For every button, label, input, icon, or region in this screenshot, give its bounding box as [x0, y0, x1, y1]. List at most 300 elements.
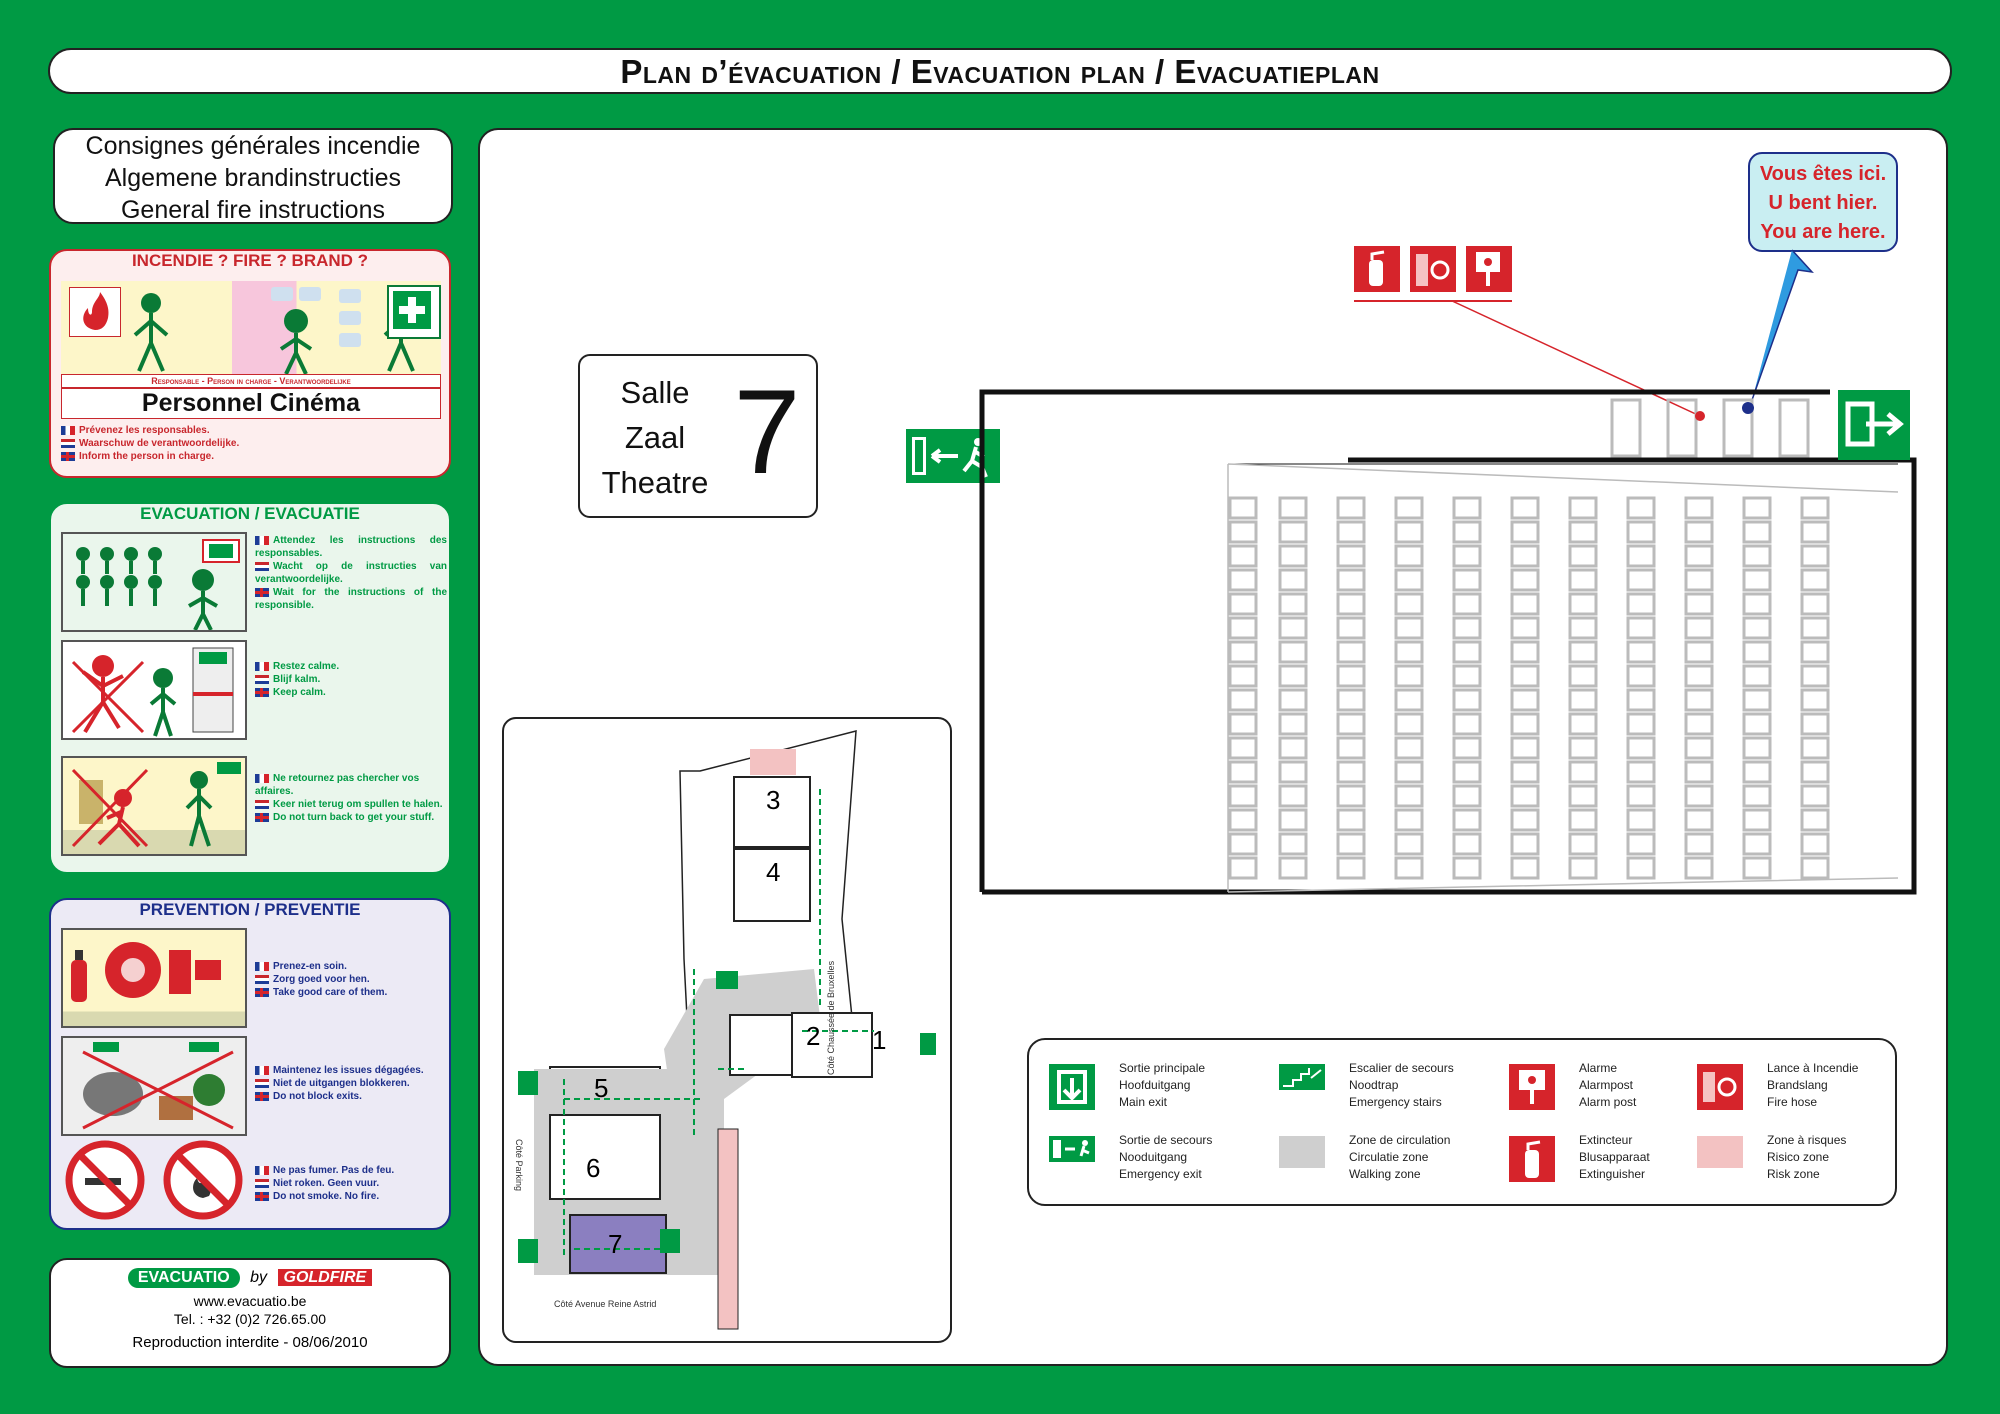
fire-panel [49, 249, 451, 478]
seat [1230, 666, 1256, 686]
seat [1802, 642, 1828, 662]
seat [1744, 522, 1770, 542]
seat [1338, 834, 1364, 854]
seat [1338, 522, 1364, 542]
legend-label: Sortie de secours Nooduitgang Emergency exit [1119, 1133, 1213, 1181]
seat [1338, 666, 1364, 686]
flag-fr-icon [255, 774, 269, 783]
seat [1744, 642, 1770, 662]
seat [1230, 642, 1256, 662]
seat [1512, 714, 1538, 734]
you-are-here-nl: U bent hier. [1768, 192, 1878, 214]
seat [1686, 810, 1712, 830]
prev-block1-en: Take good care of them. [273, 987, 388, 998]
seat [1338, 546, 1364, 566]
flag-fr-icon [255, 1066, 269, 1075]
room-label [578, 354, 818, 518]
evac-block3-nl: Keer niet terug om spullen te halen. [273, 799, 443, 810]
seat [1802, 546, 1828, 566]
no-smoking-icon [63, 1140, 249, 1220]
evac-block2-fr: Restez calme. [273, 661, 340, 672]
seat [1570, 810, 1596, 830]
fire-line-nl: Waarschuw de verantwoordelijke. [79, 438, 240, 449]
room-6-outline [550, 1115, 660, 1199]
seat [1396, 690, 1422, 710]
evacuatio-logo: EVACUATIO [128, 1268, 240, 1288]
seat [1396, 738, 1422, 758]
seat [1570, 858, 1596, 878]
flag-uk-icon [255, 813, 269, 822]
seat [1230, 546, 1256, 566]
seat [1628, 546, 1654, 566]
flag-nl-icon [61, 439, 75, 448]
seat [1512, 690, 1538, 710]
seat [1396, 570, 1422, 590]
seat [1686, 498, 1712, 518]
prev-block2-en: Do not block exits. [273, 1091, 362, 1102]
seat [1230, 618, 1256, 638]
seat [1802, 738, 1828, 758]
evac-block1-nl: Wacht op de instructies van verantwoordelijke. [255, 561, 447, 585]
seat [1570, 642, 1596, 662]
seat [1280, 786, 1306, 806]
side-right-label: Côté Chaussée de Bruxelles [826, 960, 836, 1075]
seat [1512, 522, 1538, 542]
flag-nl-icon [255, 975, 269, 984]
seat [1744, 666, 1770, 686]
seat [1338, 690, 1364, 710]
seat [1280, 666, 1306, 686]
responsible-label: Responsable - Person in charge - Verantwoordelijke [61, 374, 441, 388]
seat [1396, 714, 1422, 734]
fire-hose-icon [1697, 1064, 1743, 1115]
seat [1396, 762, 1422, 782]
seat [1230, 522, 1256, 542]
seat [1570, 570, 1596, 590]
seat [1280, 834, 1306, 854]
evac-block2-text [255, 660, 447, 699]
you-are-here-en: You are here. [1760, 221, 1886, 243]
seat [1454, 834, 1480, 854]
extinguisher-icon [1509, 1136, 1555, 1187]
prev-block3-nl: Niet roken. Geen vuur. [273, 1178, 380, 1189]
seat [1230, 690, 1256, 710]
seat [1512, 498, 1538, 518]
seat [1570, 546, 1596, 566]
seat [1512, 594, 1538, 614]
building-overview [502, 717, 952, 1343]
seat [1628, 786, 1654, 806]
seat [1454, 594, 1480, 614]
fire-hose-icon [1410, 246, 1456, 292]
seat [1512, 810, 1538, 830]
seat [1686, 738, 1712, 758]
seat [1744, 618, 1770, 638]
seat [1280, 690, 1306, 710]
seat [1338, 570, 1364, 590]
seat [1230, 570, 1256, 590]
seat [1570, 834, 1596, 854]
seated-audience-picture [61, 532, 247, 632]
flame-icon [69, 287, 121, 337]
seat [1628, 834, 1654, 854]
flag-nl-icon [255, 1179, 269, 1188]
flag-uk-icon [255, 688, 269, 697]
room-name-fr: Salle [620, 375, 690, 410]
seat [1570, 618, 1596, 638]
seat [1512, 738, 1538, 758]
seat [1454, 498, 1480, 518]
seat [1686, 522, 1712, 542]
prevention-panel-header: PREVENTION / PREVENTIE [139, 900, 361, 919]
blocked-exit-picture [61, 1036, 247, 1136]
seat [1802, 858, 1828, 878]
legend-label: Zone à risques Risico zone Risk zone [1767, 1133, 1847, 1181]
seat [1454, 618, 1480, 638]
flag-nl-icon [255, 562, 269, 571]
flag-nl-icon [255, 800, 269, 809]
seat [1570, 786, 1596, 806]
prevention-panel [49, 898, 451, 1230]
seat [1230, 786, 1256, 806]
flag-fr-icon [255, 1166, 269, 1175]
seat [1512, 546, 1538, 566]
side-left-label: Côté Parking [514, 1139, 524, 1192]
prev-block1-nl: Zorg goed voor hen. [273, 974, 370, 985]
seat [1396, 546, 1422, 566]
legend-label: Zone de circulation Circulatie zone Walking zone [1349, 1133, 1451, 1181]
seat [1628, 594, 1654, 614]
seat [1280, 522, 1306, 542]
evac-block1-fr: Attendez les instructions des responsables. [255, 535, 447, 559]
seat [1744, 858, 1770, 878]
flag-uk-icon [255, 1092, 269, 1101]
legend [1027, 1038, 1897, 1206]
seat [1802, 570, 1828, 590]
flag-fr-icon [61, 426, 75, 435]
equipment-group [1352, 244, 1516, 306]
prev-block3-en: Do not smoke. No fire. [273, 1191, 380, 1202]
title-bar [48, 48, 1952, 94]
prev-block2-nl: Niet de uitgangen blokkeren. [273, 1078, 410, 1089]
seat [1686, 858, 1712, 878]
keep-calm-picture [61, 640, 247, 740]
risk-zone-icon [1697, 1136, 1743, 1173]
seat [1686, 762, 1712, 782]
seat [1230, 738, 1256, 758]
seat [1628, 498, 1654, 518]
seat [1396, 666, 1422, 686]
seat [1280, 762, 1306, 782]
seat [1454, 738, 1480, 758]
seat [1570, 762, 1596, 782]
seat [1512, 666, 1538, 686]
prev-block3-fr: Ne pas fumer. Pas de feu. [273, 1165, 395, 1176]
seat [1454, 666, 1480, 686]
seat [1396, 618, 1422, 638]
seat [1512, 642, 1538, 662]
prev-block2-fr: Maintenez les issues dégagées. [273, 1065, 424, 1076]
seat [1512, 834, 1538, 854]
legend-label: Alarme Alarmpost Alarm post [1579, 1061, 1637, 1109]
side-bottom-label: Côté Avenue Reine Astrid [554, 1299, 657, 1309]
seat [1230, 714, 1256, 734]
consignes-fr: Consignes générales incendie [85, 132, 421, 160]
seat [1744, 786, 1770, 806]
evacuation-panel [49, 502, 451, 874]
footer-box [49, 1258, 451, 1368]
goldfire-logo: GOLDFIRE [278, 1269, 373, 1286]
seat [1230, 762, 1256, 782]
seat [1628, 642, 1654, 662]
seat [1628, 666, 1654, 686]
seat [1454, 810, 1480, 830]
seat [1570, 666, 1596, 686]
flag-fr-icon [255, 662, 269, 671]
seat [1338, 642, 1364, 662]
fire-panel-header: INCENDIE ? FIRE ? BRAND ? [131, 251, 369, 270]
seat [1802, 522, 1828, 542]
seat [1744, 714, 1770, 734]
seat [1454, 786, 1480, 806]
flag-fr-icon [255, 962, 269, 971]
seat [1686, 618, 1712, 638]
fire-line-fr: Prévenez les responsables. [79, 425, 210, 436]
seat [1628, 690, 1654, 710]
seat [1628, 762, 1654, 782]
room-number: 7 [733, 365, 801, 499]
seat [1744, 834, 1770, 854]
seat [1686, 714, 1712, 734]
seat [1570, 714, 1596, 734]
seat [1454, 570, 1480, 590]
evac-block1-en: Wait for the instructions of the responsible. [255, 587, 447, 611]
seat [1454, 690, 1480, 710]
reproduction-notice: Reproduction interdite - 08/06/2010 [132, 1334, 368, 1351]
seat [1570, 594, 1596, 614]
seat [1628, 738, 1654, 758]
top-corridor-seats [1612, 400, 1808, 456]
seat [1230, 858, 1256, 878]
flag-uk-icon [255, 988, 269, 997]
seat [1802, 714, 1828, 734]
seat [1628, 858, 1654, 878]
seat [1686, 786, 1712, 806]
seat [1744, 690, 1770, 710]
seat [1396, 642, 1422, 662]
person-in-charge: Personnel Cinéma [61, 388, 441, 419]
seat [1280, 594, 1306, 614]
seat [1686, 690, 1712, 710]
seat [1338, 594, 1364, 614]
seat [1230, 834, 1256, 854]
flag-fr-icon [255, 536, 269, 545]
seating [1230, 498, 1828, 878]
seat [1628, 714, 1654, 734]
seat [1802, 834, 1828, 854]
seat [1280, 570, 1306, 590]
by-text: by [250, 1269, 268, 1286]
prev-block1-fr: Prenez-en soin. [273, 961, 347, 972]
alarm-post-icon [1509, 1064, 1555, 1115]
seat [1686, 834, 1712, 854]
emergency-exit-icon [1049, 1136, 1095, 1167]
you-are-here-fr: Vous êtes ici. [1759, 163, 1887, 185]
emergency-stairs-icon [1279, 1064, 1325, 1095]
seat [1396, 522, 1422, 542]
flag-uk-icon [61, 452, 75, 461]
mini-room-2: 2 [806, 1021, 821, 1051]
seat [1744, 810, 1770, 830]
mini-room-4: 4 [766, 857, 781, 887]
seat [1512, 762, 1538, 782]
seat [1628, 570, 1654, 590]
seat [1230, 498, 1256, 518]
fire-equipment-picture [61, 928, 247, 1028]
flag-nl-icon [255, 1079, 269, 1088]
flag-nl-icon [255, 675, 269, 684]
seat [1628, 522, 1654, 542]
extinguisher-icon [1354, 246, 1400, 292]
seat [1628, 810, 1654, 830]
seat [1454, 714, 1480, 734]
seat [1396, 786, 1422, 806]
seat [1686, 570, 1712, 590]
you-are-here-marker [1742, 402, 1754, 414]
seat [1280, 714, 1306, 734]
consignes-nl: Algemene brandinstructies [105, 164, 401, 192]
seat [1744, 570, 1770, 590]
seat [1802, 762, 1828, 782]
seat [1570, 522, 1596, 542]
evac-block2-en: Keep calm. [273, 687, 326, 698]
room-name-en: Theatre [601, 465, 709, 500]
evac-block3-en: Do not turn back to get your stuff. [273, 812, 435, 823]
prev-block3-text [255, 1164, 447, 1203]
room-name [580, 370, 730, 505]
main-exit-sign-icon [1838, 390, 1910, 460]
seat [1570, 738, 1596, 758]
general-instructions-box [53, 128, 453, 224]
seat [1454, 546, 1480, 566]
seat [1338, 858, 1364, 878]
legend-label: Escalier de secours Noodtrap Emergency stairs [1349, 1061, 1454, 1109]
seat [1280, 546, 1306, 566]
seat [1338, 762, 1364, 782]
seat [1230, 810, 1256, 830]
mini-room-5: 5 [594, 1073, 609, 1103]
seat [1512, 786, 1538, 806]
brand-logo [51, 1268, 449, 1292]
room-name-nl: Zaal [624, 420, 686, 455]
seat [1802, 618, 1828, 638]
equipment-location-marker [1695, 411, 1705, 421]
mini-room-6: 6 [586, 1153, 601, 1183]
evac-block2-nl: Blijf kalm. [273, 674, 321, 685]
seat [1744, 498, 1770, 518]
seat [1338, 786, 1364, 806]
seat [1280, 618, 1306, 638]
seat [1802, 690, 1828, 710]
seat [1744, 594, 1770, 614]
seat [1570, 690, 1596, 710]
seat [1512, 570, 1538, 590]
evac-block3-fr: Ne retournez pas chercher vos affaires. [255, 773, 420, 797]
phone: Tel. : +32 (0)2 726.65.00 [173, 1311, 327, 1327]
seat [1802, 666, 1828, 686]
seat [1280, 738, 1306, 758]
mini-room-1: 1 [872, 1025, 887, 1055]
seat [1454, 522, 1480, 542]
seat [1338, 618, 1364, 638]
walking-zone-icon [1279, 1136, 1325, 1173]
seat [1570, 498, 1596, 518]
seat [1686, 546, 1712, 566]
seat [1454, 762, 1480, 782]
first-aid-icon [387, 285, 441, 339]
page-title: Plan d’évacuation / Evacuation plan / Evacuatieplan [620, 53, 1380, 90]
seat [1686, 594, 1712, 614]
seat [1802, 810, 1828, 830]
fire-illustration [61, 281, 441, 374]
seat [1512, 618, 1538, 638]
seat [1512, 858, 1538, 878]
theatre-floor-plan [978, 386, 1918, 896]
prev-block1-text [255, 960, 447, 999]
seat [1396, 498, 1422, 518]
seat [1280, 810, 1306, 830]
seat [1338, 498, 1364, 518]
seat [1802, 594, 1828, 614]
seat [1396, 834, 1422, 854]
seat [1628, 618, 1654, 638]
legend-label: Extincteur Blusapparaat Extinguisher [1579, 1133, 1650, 1181]
seat [1744, 762, 1770, 782]
you-are-here-bubble [1748, 152, 1898, 252]
seat [1396, 858, 1422, 878]
fire-line-en: Inform the person in charge. [79, 451, 215, 462]
fire-instructions [61, 424, 239, 463]
seat [1280, 498, 1306, 518]
seat [1396, 594, 1422, 614]
seat [1280, 642, 1306, 662]
seat [1454, 858, 1480, 878]
seat [1280, 858, 1306, 878]
seat [1686, 642, 1712, 662]
evacuation-panel-header: EVACUATION / EVACUATIE [140, 504, 360, 523]
seat [1744, 546, 1770, 566]
seat [1686, 666, 1712, 686]
seat [1744, 738, 1770, 758]
consignes-en: General fire instructions [120, 196, 385, 224]
evac-block3-text [255, 772, 447, 824]
mini-room-3: 3 [766, 785, 781, 815]
seat [1454, 642, 1480, 662]
alarm-post-icon [1466, 246, 1512, 292]
seat [1802, 786, 1828, 806]
legend-label: Sortie principale Hoofduitgang Main exit [1119, 1061, 1206, 1109]
seat [1338, 810, 1364, 830]
flag-uk-icon [255, 588, 269, 597]
no-return-picture [61, 756, 247, 856]
seat [1802, 498, 1828, 518]
seat [1338, 738, 1364, 758]
seat [1338, 714, 1364, 734]
prev-block2-text [255, 1064, 447, 1103]
seat [1230, 594, 1256, 614]
seat [1396, 810, 1422, 830]
flag-uk-icon [255, 1192, 269, 1201]
